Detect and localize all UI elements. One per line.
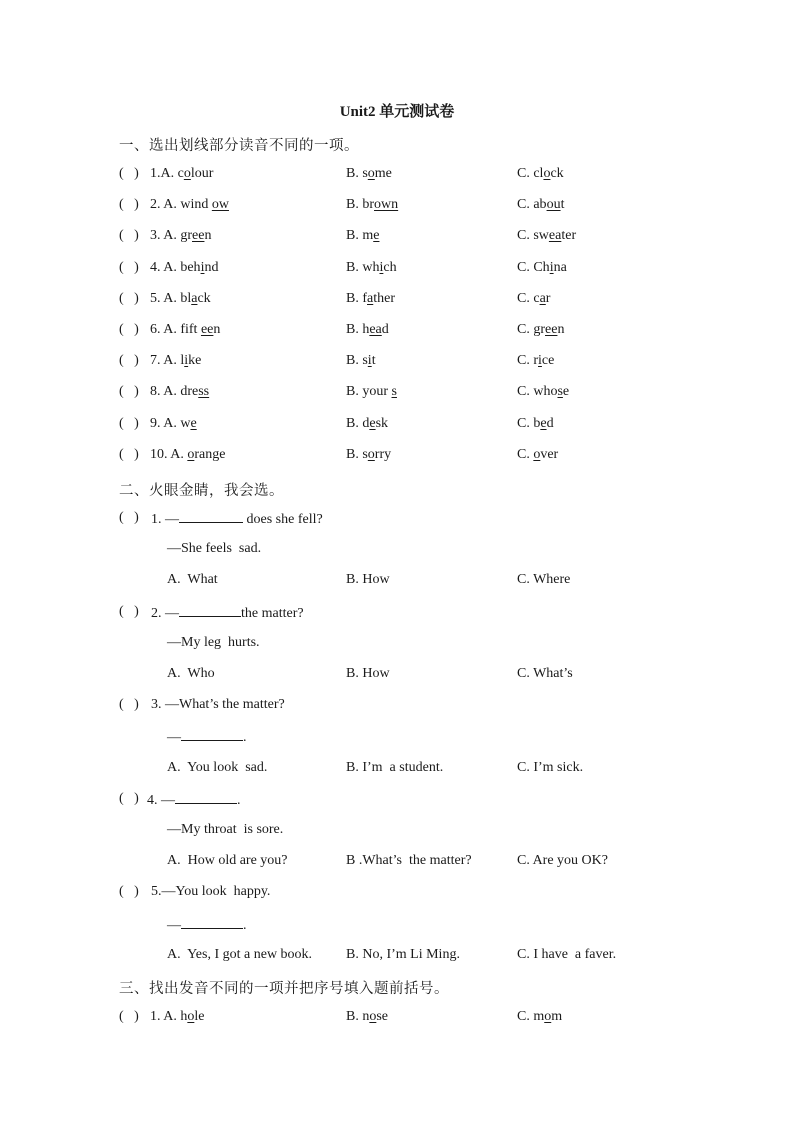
underlined-letters: a bbox=[367, 290, 374, 306]
question-number: 6. A. bbox=[150, 322, 177, 337]
question-row bbox=[0, 291, 794, 313]
option-c: C. whose bbox=[517, 384, 570, 400]
answer-bracket[interactable]: ( ) bbox=[119, 510, 139, 525]
option-c: C. clock bbox=[517, 166, 564, 181]
word-part: n bbox=[362, 1009, 370, 1024]
word-part: m bbox=[533, 1009, 545, 1024]
option-b: B. How bbox=[346, 666, 390, 681]
option-a: A. Who bbox=[167, 666, 215, 681]
option-b: B .What’s the matter? bbox=[346, 853, 472, 868]
underlined-letters: e bbox=[369, 415, 376, 431]
underlined-letters: i bbox=[379, 259, 384, 275]
underlined-letters: i bbox=[538, 353, 542, 369]
word-part: h bbox=[180, 1009, 188, 1024]
word-part: nd bbox=[204, 259, 219, 275]
question-row bbox=[0, 791, 794, 813]
word-part: se bbox=[376, 1009, 389, 1024]
word-part: r bbox=[545, 290, 551, 306]
question-number: 9. A. bbox=[150, 415, 177, 431]
question-text: 4. — . bbox=[147, 793, 241, 808]
underlined-letters: i bbox=[200, 259, 205, 275]
options-row bbox=[0, 760, 794, 782]
option-b: B. me bbox=[346, 228, 380, 244]
answer-bracket[interactable]: ( ) bbox=[119, 228, 139, 244]
question-row bbox=[0, 447, 794, 469]
word-part: sk bbox=[375, 415, 389, 431]
option-b: B. your s bbox=[346, 384, 397, 400]
option-c: C. over bbox=[517, 446, 559, 462]
word-part: range bbox=[194, 446, 226, 462]
dialogue-reply: —She feels sad. bbox=[167, 541, 262, 556]
question-row bbox=[0, 1009, 794, 1031]
underlined-letters: e bbox=[190, 415, 197, 431]
fill-blank[interactable] bbox=[181, 916, 243, 929]
word-part: d bbox=[546, 415, 554, 431]
word-part: m bbox=[362, 228, 374, 244]
word-part: gr bbox=[533, 322, 546, 337]
answer-bracket[interactable]: ( ) bbox=[119, 166, 139, 181]
option-b: B. How bbox=[346, 572, 390, 587]
option-a bbox=[150, 291, 211, 307]
answer-bracket[interactable]: ( ) bbox=[119, 604, 139, 619]
word-part: s bbox=[362, 166, 368, 181]
page-title: Unit2 单元测试卷 bbox=[339, 104, 455, 120]
word-part: who bbox=[533, 384, 558, 400]
underlined-letters: ea bbox=[548, 228, 562, 244]
answer-bracket[interactable]: ( ) bbox=[119, 884, 139, 899]
answer-bracket[interactable]: ( ) bbox=[119, 697, 139, 712]
option-c: C. China bbox=[517, 259, 567, 275]
answer-line bbox=[0, 635, 794, 657]
word-part: ck bbox=[550, 166, 564, 181]
underlined-letters: ow bbox=[211, 197, 229, 213]
question-row bbox=[0, 510, 794, 532]
option-a: A. You look sad. bbox=[167, 760, 268, 775]
word-part: ter bbox=[561, 228, 577, 244]
dialogue-reply: — . bbox=[167, 730, 247, 745]
word-part: gr bbox=[180, 228, 193, 244]
question-row bbox=[0, 228, 794, 250]
word-part: n bbox=[204, 228, 212, 244]
option-a bbox=[150, 260, 218, 276]
word-part: na bbox=[553, 259, 567, 275]
underlined-letters: o bbox=[533, 446, 541, 462]
word-part: bl bbox=[180, 290, 192, 306]
question-number: 1. A. bbox=[150, 1009, 177, 1024]
question-row bbox=[0, 884, 794, 906]
question-text: 5.—You look happy. bbox=[151, 884, 271, 899]
word-part: ck bbox=[197, 290, 211, 306]
question-number: 4. A. bbox=[150, 259, 177, 275]
option-b: B. brown bbox=[346, 197, 399, 213]
option-a bbox=[150, 228, 211, 244]
question-text: 3. —What’s the matter? bbox=[151, 697, 285, 712]
underlined-letters: i bbox=[549, 259, 554, 275]
option-a bbox=[150, 166, 213, 182]
option-b: B. father bbox=[346, 290, 395, 306]
options-row bbox=[0, 572, 794, 594]
word-part: t bbox=[560, 197, 565, 213]
word-part: n bbox=[213, 322, 221, 337]
underlined-letters: o bbox=[187, 446, 195, 462]
underlined-letters: ea bbox=[369, 322, 382, 337]
question-row bbox=[0, 197, 794, 219]
underlined-letters: o bbox=[543, 166, 551, 181]
option-c: C. green bbox=[517, 322, 565, 337]
underlined-letters: o bbox=[187, 1009, 195, 1024]
fill-blank[interactable] bbox=[179, 604, 241, 617]
underlined-letters: s bbox=[391, 384, 397, 400]
section-one-heading: 一、选出划线部分读音不同的一项。 bbox=[119, 138, 359, 154]
word-part: t bbox=[371, 353, 376, 369]
question-number: 2. A. bbox=[150, 197, 177, 213]
option-a bbox=[150, 322, 220, 338]
option-a bbox=[150, 197, 229, 213]
word-part: h bbox=[362, 322, 370, 337]
options-row bbox=[0, 666, 794, 688]
word-part: wind bbox=[180, 197, 212, 213]
word-part: d bbox=[381, 322, 389, 337]
option-a bbox=[150, 353, 201, 369]
answer-bracket[interactable]: ( ) bbox=[119, 290, 139, 306]
word-part: cl bbox=[533, 166, 544, 181]
question-row bbox=[0, 604, 794, 626]
question-row bbox=[0, 697, 794, 719]
underlined-letters: e bbox=[540, 415, 547, 431]
underlined-letters: ss bbox=[198, 384, 210, 400]
option-a bbox=[150, 416, 197, 432]
option-b: B. sorry bbox=[346, 446, 392, 462]
option-b: B. desk bbox=[346, 415, 389, 431]
section-two-heading: 二、火眼金睛，我会选。 bbox=[119, 483, 284, 499]
word-part: c bbox=[533, 290, 540, 306]
question-number: 3. A. bbox=[150, 228, 177, 244]
word-part: dre bbox=[180, 384, 199, 400]
option-c: C. Where bbox=[517, 572, 571, 587]
underlined-letters: ee bbox=[192, 228, 205, 244]
option-c: C. mom bbox=[517, 1009, 563, 1024]
option-a: A. What bbox=[167, 572, 218, 587]
fill-blank[interactable] bbox=[179, 510, 243, 523]
option-b: B. which bbox=[346, 259, 397, 275]
answer-bracket[interactable]: ( ) bbox=[119, 259, 139, 275]
option-b: B. No, I’m Li Ming. bbox=[346, 947, 460, 962]
question-row bbox=[0, 416, 794, 438]
word-part: beh bbox=[180, 259, 201, 275]
word-part: Ch bbox=[533, 259, 550, 275]
option-a bbox=[150, 384, 209, 400]
word-part: r bbox=[533, 353, 539, 369]
question-number: 7. A. bbox=[150, 353, 177, 369]
question-row bbox=[0, 384, 794, 406]
answer-bracket[interactable]: ( ) bbox=[119, 353, 139, 369]
word-part: f bbox=[362, 290, 368, 306]
option-c: C. bed bbox=[517, 415, 554, 431]
option-a bbox=[150, 1009, 204, 1025]
option-c: C. I have a faver. bbox=[517, 947, 617, 962]
word-part: le bbox=[194, 1009, 205, 1024]
option-a: A. How old are you? bbox=[167, 853, 288, 868]
option-c: C. What’s bbox=[517, 666, 573, 681]
option-c: C. car bbox=[517, 290, 551, 306]
word-part: ce bbox=[541, 353, 555, 369]
word-part: w bbox=[180, 415, 191, 431]
answer-line bbox=[0, 916, 794, 938]
option-b: B. some bbox=[346, 166, 392, 181]
dialogue-reply: —My leg hurts. bbox=[167, 635, 260, 650]
word-part: e bbox=[562, 384, 570, 400]
underlined-letters: o bbox=[369, 1009, 377, 1024]
word-part: wh bbox=[362, 259, 380, 275]
word-part: your bbox=[362, 384, 392, 400]
dialogue-reply: —My throat is sore. bbox=[167, 822, 284, 837]
option-c: C. I’m sick. bbox=[517, 760, 584, 775]
option-a: A. Yes, I got a new book. bbox=[167, 947, 313, 962]
question-row bbox=[0, 260, 794, 282]
word-part: c bbox=[177, 166, 184, 181]
question-row bbox=[0, 353, 794, 375]
underlined-letters: i bbox=[184, 353, 189, 369]
answer-bracket[interactable]: ( ) bbox=[119, 415, 139, 431]
word-part: m bbox=[551, 1009, 563, 1024]
underlined-letters: i bbox=[367, 353, 372, 369]
word-part: me bbox=[374, 166, 392, 181]
answer-bracket[interactable]: ( ) bbox=[119, 384, 139, 400]
word-part: ther bbox=[373, 290, 395, 306]
option-c: C. about bbox=[517, 197, 565, 213]
question-number: 5. A. bbox=[150, 290, 177, 306]
option-a bbox=[150, 447, 225, 463]
section-three-heading: 三、找出发音不同的一项并把序号填入题前括号。 bbox=[119, 981, 449, 997]
option-c: C. Are you OK? bbox=[517, 853, 608, 868]
option-b: B. sit bbox=[346, 353, 376, 369]
answer-line bbox=[0, 822, 794, 844]
underlined-letters: ee bbox=[200, 322, 214, 337]
underlined-letters: e bbox=[373, 228, 380, 244]
underlined-letters: ou bbox=[546, 197, 561, 213]
word-part: fift bbox=[180, 322, 201, 337]
fill-blank[interactable] bbox=[175, 791, 237, 804]
answer-bracket[interactable]: ( ) bbox=[119, 446, 139, 462]
option-b: B. I’m a student. bbox=[346, 760, 444, 775]
question-number: 1.A. bbox=[150, 166, 175, 181]
answer-bracket[interactable]: ( ) bbox=[119, 791, 139, 806]
word-part: rry bbox=[374, 446, 392, 462]
dialogue-reply: — . bbox=[167, 918, 247, 933]
question-number: 10. A. bbox=[150, 446, 184, 462]
word-part: ab bbox=[533, 197, 547, 213]
word-part: lour bbox=[190, 166, 214, 181]
fill-blank[interactable] bbox=[181, 728, 243, 741]
word-part: l bbox=[180, 353, 185, 369]
word-part: s bbox=[362, 446, 368, 462]
question-text: 2. — the matter? bbox=[151, 606, 304, 621]
option-c: C. sweater bbox=[517, 228, 577, 244]
answer-bracket[interactable]: ( ) bbox=[119, 1009, 139, 1024]
word-part: s bbox=[362, 353, 368, 369]
underlined-letters: s bbox=[557, 384, 563, 400]
word-part: b bbox=[533, 415, 541, 431]
word-part: d bbox=[362, 415, 370, 431]
word-part: ver bbox=[540, 446, 559, 462]
word-part: sw bbox=[533, 228, 549, 244]
option-b: B. nose bbox=[346, 1009, 389, 1024]
word-part: n bbox=[557, 322, 565, 337]
question-row bbox=[0, 166, 794, 188]
word-part: ke bbox=[188, 353, 202, 369]
underlined-letters: o bbox=[367, 446, 375, 462]
underlined-letters: o bbox=[183, 166, 191, 181]
question-row bbox=[0, 322, 794, 344]
options-row bbox=[0, 947, 794, 969]
answer-line bbox=[0, 728, 794, 750]
word-part: br bbox=[362, 197, 375, 213]
underlined-letters: o bbox=[367, 166, 375, 181]
option-c: C. rice bbox=[517, 353, 555, 369]
answer-bracket[interactable]: ( ) bbox=[119, 197, 139, 213]
answer-bracket[interactable]: ( ) bbox=[119, 322, 139, 337]
question-number: 8. A. bbox=[150, 384, 177, 400]
underlined-letters: a bbox=[191, 290, 198, 306]
underlined-letters: own bbox=[374, 197, 399, 213]
option-b: B. head bbox=[346, 322, 389, 337]
underlined-letters: ee bbox=[545, 322, 558, 337]
underlined-letters: a bbox=[539, 290, 546, 306]
question-text: 1. — does she fell? bbox=[151, 512, 323, 527]
options-row bbox=[0, 853, 794, 875]
underlined-letters: o bbox=[544, 1009, 552, 1024]
word-part: ch bbox=[383, 259, 397, 275]
answer-line bbox=[0, 541, 794, 563]
